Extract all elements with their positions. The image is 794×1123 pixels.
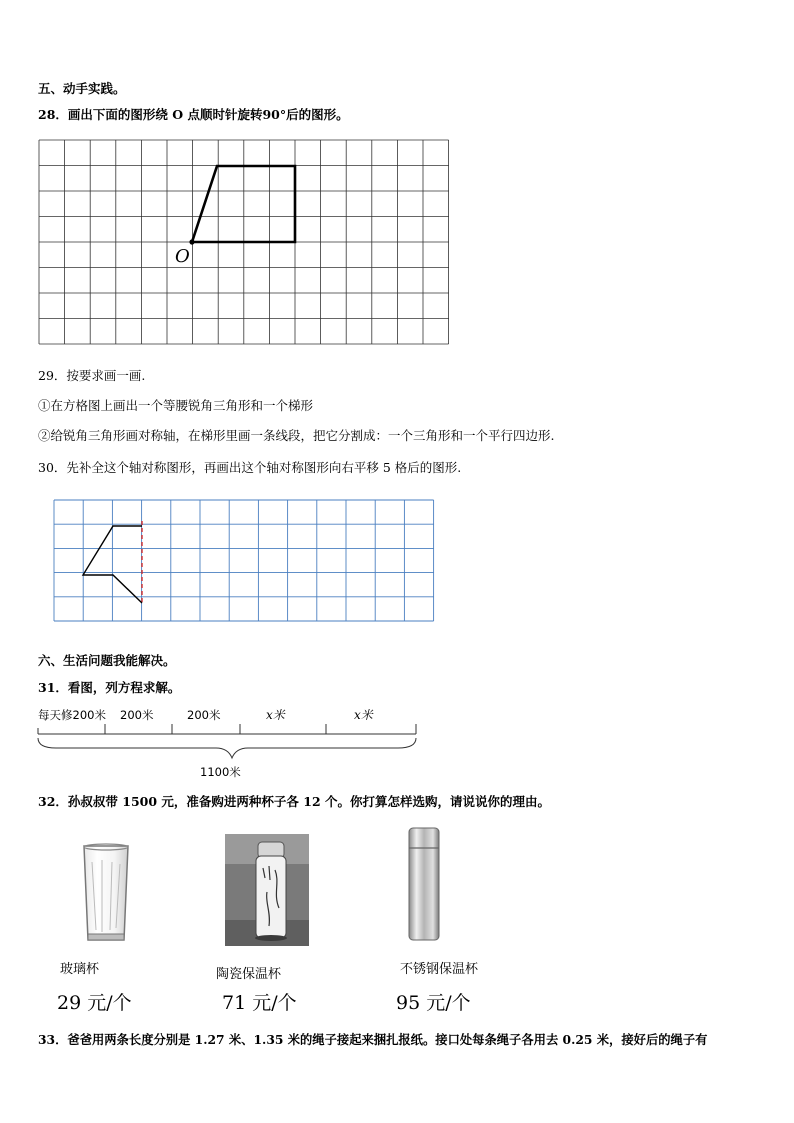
cup-price-steel: 95 元/个	[396, 992, 471, 1014]
segment-label-5: x米	[354, 708, 373, 722]
question-28-text: 28．画出下面的图形绕 O 点顺时针旋转90°后的图形。	[38, 107, 349, 122]
cup-price-glass: 29 元/个	[57, 992, 132, 1014]
total-brace	[38, 738, 416, 758]
ceramic-cup-icon	[225, 834, 309, 946]
symmetry-grid-figure	[52, 497, 436, 625]
origin-label: O	[175, 246, 190, 267]
cup-name-steel: 不锈钢保温杯	[400, 962, 479, 977]
question-29-item-2: ②给锐角三角形画对称轴，在梯形里画一条线段，把它分割成：一个三角形和一个平行四边形.	[38, 428, 555, 443]
segment-label-4: x米	[266, 708, 285, 722]
cup-name-glass: 玻璃杯	[60, 962, 100, 977]
origin-point	[189, 239, 194, 244]
section-title-5: 五、动手实践。	[38, 81, 126, 96]
glass-cup-icon	[80, 842, 132, 946]
question-32-text: 32．孙叔叔带 1500 元，准备购进两种杯子各 12 个。你打算怎样选购，请说说你的理由。	[38, 794, 550, 809]
question-33-text: 33．爸爸用两条长度分别是 1.27 米、1.35 米的绳子接起来捆扎报纸。接口处每条绳子各用去 0.25 米，接好后的绳子有	[38, 1032, 708, 1047]
segment-diagram	[36, 702, 421, 782]
question-30-text: 30．先补全这个轴对称图形，再画出这个轴对称图形向右平移 5 格后的图形.	[38, 460, 462, 475]
question-31-text: 31．看图，列方程求解。	[38, 680, 181, 695]
cup-name-ceramic: 陶瓷保温杯	[216, 967, 282, 982]
segment-label-2: 200米	[120, 708, 154, 722]
cup-price-ceramic: 71 元/个	[222, 992, 297, 1014]
rotation-grid-figure	[38, 138, 450, 348]
total-label: 1100米	[200, 765, 241, 779]
question-29-text: 29．按要求画一画.	[38, 368, 146, 383]
segment-label-3: 200米	[187, 708, 221, 722]
section-title-6: 六、生活问题我能解决。	[38, 653, 176, 668]
steel-cup-icon	[405, 826, 443, 942]
question-29-item-1: ①在方格图上画出一个等腰锐角三角形和一个梯形	[38, 398, 314, 413]
segment-label-1: 每天修200米	[38, 708, 106, 722]
